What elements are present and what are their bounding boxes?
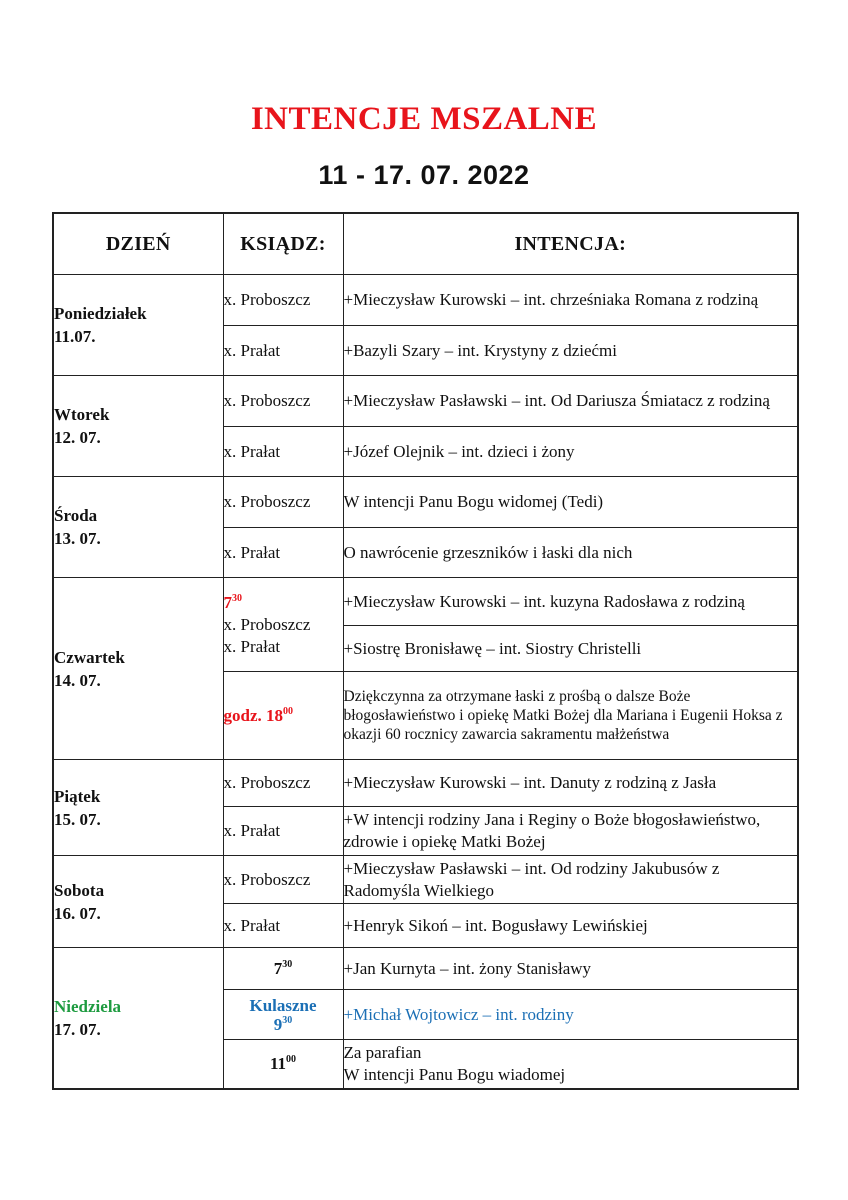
- day-name: Środa: [54, 506, 98, 525]
- date-range: 11 - 17. 07. 2022: [318, 160, 530, 190]
- intention-cell: +Mieczysław Pasławski – int. Od Dariusza Śmiatacz z rodziną: [343, 376, 798, 427]
- intention-cell: W intencji Panu Bogu widomej (Tedi): [343, 477, 798, 528]
- intention-cell: +Mieczysław Pasławski – int. Od rodziny Jakubusów z Radomyśla Wielkiego: [343, 856, 798, 904]
- day-cell-saturday: [53, 856, 223, 948]
- day-cell-wednesday: [53, 477, 223, 578]
- intention-cell: O nawrócenie grzeszników i łaski dla nich: [343, 528, 798, 578]
- day-date: 17. 07.: [54, 1019, 101, 1039]
- column-header-priest: KSIĄDZ:: [223, 213, 343, 275]
- table-row: [53, 948, 798, 990]
- intention-cell: +Jan Kurnyta – int. żony Stanisławy: [343, 948, 798, 990]
- day-name: Piątek: [54, 786, 101, 806]
- priest-cell: x. Prałat: [223, 427, 343, 477]
- day-name: Czwartek: [54, 647, 125, 667]
- day-name: Sobota: [54, 880, 105, 900]
- intention-cell: +Mieczysław Kurowski – int. chrześniaka Romana z rodziną: [343, 275, 798, 326]
- mass-time: $7^{30}$: [273, 958, 293, 978]
- table-row: [53, 760, 798, 807]
- mass-time-cell: [223, 1040, 343, 1089]
- day-cell-sunday: [53, 948, 223, 1089]
- day-name: Wtorek: [54, 405, 110, 424]
- priest-cell: x. Prałat: [223, 326, 343, 376]
- priest-cell: x. Proboszcz: [223, 760, 343, 807]
- mass-intentions-table: [52, 212, 799, 1090]
- intention-cell: Dziękczynna za otrzymane łaski z prośbą o dalsze Boże błogosławieństwo i opiekę Matki Bożej dla Mariana i Eugenii Hoksa z okazji 60 rocznicy zawarcia sakramentu małżeństwa: [343, 672, 798, 760]
- intention-cell: +Michał Wojtowicz – int. rodziny: [343, 990, 798, 1040]
- mass-place: Kulaszne: [249, 995, 317, 1015]
- day-cell-thursday: [53, 578, 223, 760]
- mass-time-cell-kulaszne: [223, 990, 343, 1040]
- intention-line: Za parafian: [343, 1042, 422, 1062]
- intention-cell: +W intencji rodziny Jana i Reginy o Boże błogosławieństwo, zdrowie i opiekę Matki Bożej: [343, 807, 798, 856]
- day-date: 12. 07.: [54, 428, 101, 447]
- mass-time-cell: [223, 948, 343, 990]
- table-row: [53, 275, 798, 326]
- table-row: [53, 856, 798, 904]
- priest-cell: x. Prałat: [223, 904, 343, 948]
- priest-cell: x. Proboszcz: [223, 477, 343, 528]
- priest-name: x. Prałat: [223, 636, 281, 656]
- mass-time: $9^{30}$: [273, 1014, 293, 1034]
- day-date: 14. 07.: [54, 670, 101, 690]
- day-date: 13. 07.: [54, 529, 101, 548]
- intention-cell: +Siostrę Bronisławę – int. Siostry Christelli: [343, 626, 798, 672]
- intention-line: W intencji Panu Bogu wiadomej: [343, 1064, 566, 1084]
- day-cell-monday: [53, 275, 223, 376]
- mass-time-evening: godz. $18^{00}$: [223, 705, 293, 725]
- intention-cell: +Mieczysław Kurowski – int. Danuty z rodziną z Jasła: [343, 760, 798, 807]
- priest-cell-thursday-evening: [223, 672, 343, 760]
- table-row: [53, 376, 798, 427]
- intention-cell: +Bazyli Szary – int. Krystyny z dziećmi: [343, 326, 798, 376]
- column-header-day: DZIEŃ: [53, 213, 223, 275]
- column-header-intention: INTENCJA:: [343, 213, 798, 275]
- page-title: INTENCJE MSZALNE: [250, 101, 598, 137]
- intention-cell: [343, 1040, 798, 1089]
- table-row: [53, 578, 798, 626]
- priest-cell-thursday-morning: [223, 578, 343, 672]
- mass-time-morning: $7^{30}$: [223, 592, 242, 612]
- priest-cell: x. Proboszcz: [223, 376, 343, 427]
- day-date: 15. 07.: [54, 809, 101, 829]
- intention-cell: +Henryk Sikoń – int. Bogusławy Lewińskiej: [343, 904, 798, 948]
- priest-name: x. Proboszcz: [223, 614, 311, 634]
- intention-cell: +Józef Olejnik – int. dzieci i żony: [343, 427, 798, 477]
- day-date: 11.07.: [54, 327, 96, 346]
- mass-time: $11^{00}$: [269, 1053, 297, 1073]
- table-row: [53, 477, 798, 528]
- day-name: Niedziela: [54, 996, 122, 1016]
- priest-cell: x. Prałat: [223, 528, 343, 578]
- intention-cell: +Mieczysław Kurowski – int. kuzyna Radosława z rodziną: [343, 578, 798, 626]
- day-cell-tuesday: [53, 376, 223, 477]
- priest-cell: x. Proboszcz: [223, 275, 343, 326]
- priest-cell: x. Prałat: [223, 807, 343, 856]
- day-cell-friday: [53, 760, 223, 856]
- priest-cell: x. Proboszcz: [223, 856, 343, 904]
- day-name: Poniedziałek: [54, 304, 147, 323]
- day-date: 16. 07.: [54, 903, 101, 923]
- table-header-row: [53, 213, 798, 275]
